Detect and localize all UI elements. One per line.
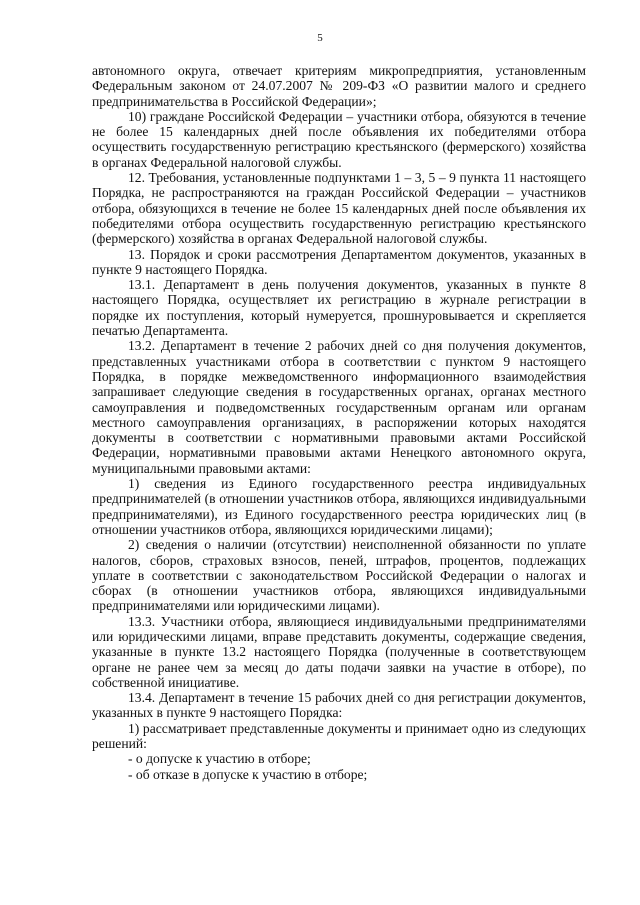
list-item-admission: - о допуске к участию в отборе; <box>128 751 311 767</box>
page-number: 5 <box>317 32 323 44</box>
paragraph-13-2-item-2: 2) сведения о наличии (отсутствии) неисполненной обязанности по уплате налогов, сборов, страховых взносов, пеней, штрафов, процентов, подлежащих уплате в соответствии с законодательством Российской Федерации о налогах и сборах (в отношении участников отбора, являющихся индивидуальными предпринимателями или юридическими лицами). <box>92 537 586 614</box>
paragraph-13-3: 13.3. Участники отбора, являющиеся индивидуальными предпринимателями или юридическими лицами, вправе представить документы, содержащие сведения, указанные в пункте 13.2 настоящего Порядка (полученные в соответствующем органе не ранее чем за месяц до даты подачи заявки на участие в отборе), по собственной инициативе. <box>92 613 586 690</box>
list-item-refusal: - об отказе в допуске к участию в отборе; <box>128 766 368 782</box>
paragraph-continuation: автономного округа, отвечает критериям микропредприятия, установленным Федеральным законом от 24.07.2007 № 209-ФЗ «О развитии малого и среднего предпринимательства в Российской Федерации»; <box>92 63 586 109</box>
document-body <box>92 63 586 782</box>
paragraph-13-2-item-1: 1) сведения из Единого государственного реестра индивидуальных предпринимателей (в отношении участников отбора, являющихся индивидуальными предпринимателями), из Единого государственного реестра юридических лиц (в отношении участников отбора, являющихся юридическими лицами); <box>92 476 586 537</box>
paragraph-12: 12. Требования, установленные подпунктами 1 – 3, 5 – 9 пункта 11 настоящего Порядка, не распространяются на граждан Российской Федерации – участников отбора, обязующихся в течение не более 15 календарных дней после объявления их победителями отбора осуществить государственную регистрацию крестьянского (фермерского) хозяйства в органах Федеральной налоговой службы. <box>92 170 586 247</box>
paragraph-13-4: 13.4. Департамент в течение 15 рабочих дней со дня регистрации документов, указанных в пункте 9 настоящего Порядка: <box>92 690 586 721</box>
paragraph-10: 10) граждане Российской Федерации – участники отбора, обязуются в течение не более 15 календарных дней после объявления их победителями отбора осуществить государственную регистрацию крестьянского (фермерского) хозяйства в органах Федеральной налоговой службы. <box>92 108 586 170</box>
paragraph-13-1: 13.1. Департамент в день получения документов, указанных в пункте 8 настоящего Порядка, осуществляет их регистрацию в журнале регистрации в порядке их поступления, который нумеруется, прошнуровывается и скрепляется печатью Департамента. <box>92 277 586 339</box>
paragraph-13-2: 13.2. Департамент в течение 2 рабочих дней со дня получения документов, представленных участниками отбора в соответствии с пунктом 9 настоящего Порядка, в порядке межведомственного информационного взаимодействия запрашивает следующие сведения в государственных органах, органах местного самоуправления и подведомственных государственным органам или органам местного самоуправления организациях, в распоряжении которых находятся документы в соответствии с нормативными правовыми актами Российской Федерации, нормативными правовыми актами Ненецкого автономного округа, муниципальными правовыми актами: <box>92 338 586 476</box>
paragraph-13-4-item-1: 1) рассматривает представленные документы и принимает одно из следующих решений: <box>92 720 586 752</box>
paragraph-13: 13. Порядок и сроки рассмотрения Департаментом документов, указанных в пункте 9 настоящего Порядка. <box>92 246 586 277</box>
